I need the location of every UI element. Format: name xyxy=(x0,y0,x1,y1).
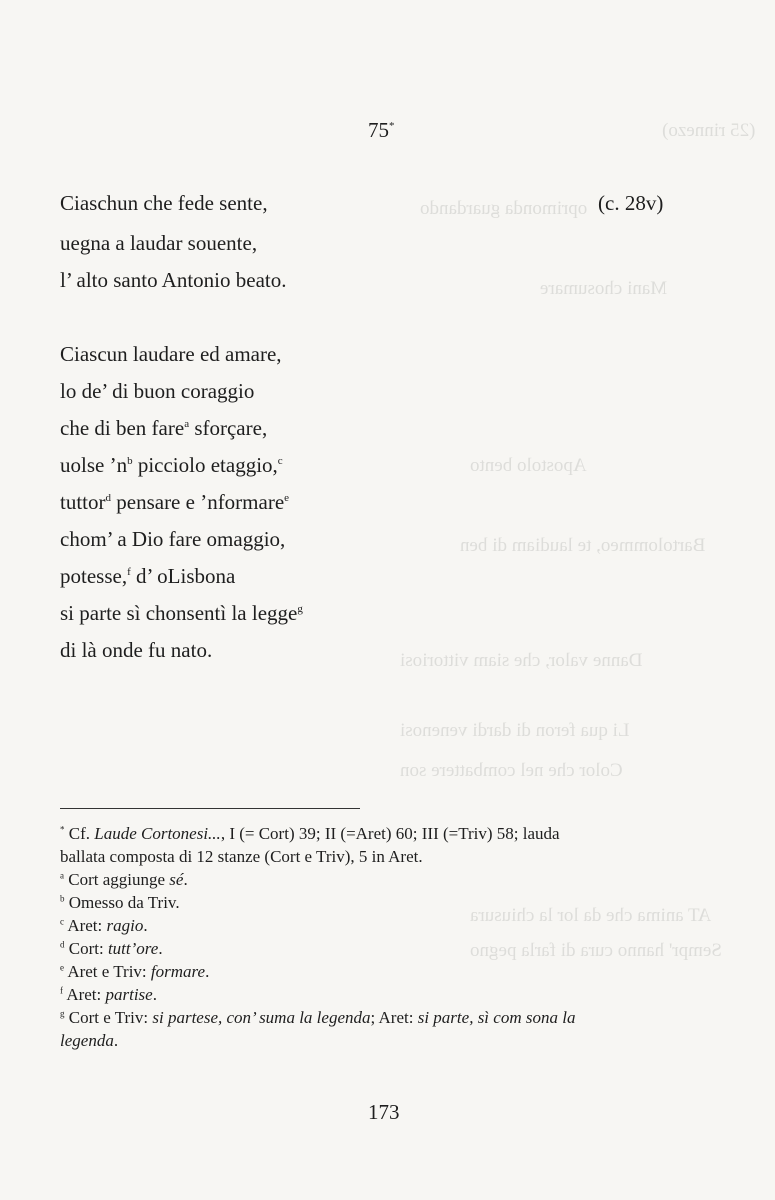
page-number-bottom: 173 xyxy=(368,1100,400,1124)
page-number-value: 75 xyxy=(368,118,389,142)
folio-reference: (c. 28v) xyxy=(598,191,664,215)
footnote-mark: f xyxy=(127,566,131,578)
poem-line: tuttor$^d$ pensare e ’nformare$^e$ xyxy=(60,490,290,514)
poem-line: di là onde fu nato. xyxy=(60,638,213,662)
footnote-mark: d xyxy=(105,492,111,504)
poem-line: lo de’ di buon coraggio xyxy=(60,379,255,403)
bleed-through-text: Bartolommeo, te laudiam di ben xyxy=(460,535,706,556)
footnote-c: $^c$ Aret: ragio. xyxy=(60,916,148,935)
footnote-g-continued: legenda. xyxy=(60,1031,119,1050)
poem-line: uegna a laudar souente, xyxy=(60,231,258,255)
footnote-a: $^a$ Cort aggiunge sé. xyxy=(60,870,188,889)
footnote-d: $^d$ Cort: tutt’ore. xyxy=(60,939,163,958)
bleed-through-text: Li qua feron di dardi venenosi xyxy=(400,720,630,741)
footnote-mark: a xyxy=(184,418,190,430)
page-number-footnote-mark: * xyxy=(389,120,395,132)
bleed-through-text: Color che nel combattere son xyxy=(400,760,623,781)
footnote-mark: g xyxy=(297,603,303,615)
bleed-through-text: AT anima che da lor la chiusura xyxy=(470,905,712,926)
bleed-through-text: Apostolo bento xyxy=(470,455,587,476)
footnote-f: $^f$ Aret: partise. xyxy=(60,985,157,1004)
footnote-g: $^g$ Cort e Triv: si partese, con’ suma la legenda; Aret: si parte, sì com sona la xyxy=(60,1008,576,1027)
poem-line: chom’ a Dio fare omaggio, xyxy=(60,527,286,551)
bleed-through-text: Mani chosumare xyxy=(540,278,668,299)
footnote-mark: e xyxy=(284,492,290,504)
footnote-b: $^b$ Omesso da Triv. xyxy=(60,893,180,912)
bleed-through-text: Sempr' hanno cura di farla pegno xyxy=(470,940,722,961)
poem-line: che di ben fare$^a$ sforçare, xyxy=(60,416,268,440)
poem-line: uolse $’n^b$ picciolo etaggio,$^c$ xyxy=(60,453,283,477)
footnote-star-continued: ballata composta di 12 stanze (Cort e Triv), 5 in Aret. xyxy=(60,847,423,866)
footnote-star: * Cf. Laude Cortonesi..., I (= Cort) 39; II (=Aret) 60; III (=Triv) 58; lauda xyxy=(60,824,560,843)
poem-line: Ciascun laudare ed amare, xyxy=(60,342,282,366)
footnote-e: $^e$ Aret e Triv: formare. xyxy=(60,962,210,981)
footnote-mark: c xyxy=(277,455,283,467)
bleed-through-text: oprimonda guardando xyxy=(420,198,588,219)
poem-line: potesse,$^f$ d’ oLisbona xyxy=(60,564,236,588)
page-number-top xyxy=(368,118,395,143)
poem-line: l’ alto santo Antonio beato. xyxy=(60,268,287,292)
poem-line: si parte sì chonsentì la legge$^g$ xyxy=(60,601,303,625)
footnote-separator xyxy=(60,808,360,809)
bleed-through-text: (25 rinnezo) xyxy=(661,120,755,141)
footnote-mark: b xyxy=(127,455,133,467)
poem-line: Ciaschun che fede sente, xyxy=(60,191,268,215)
bleed-through-text: Danne valor, che siam vittoriosi xyxy=(400,650,643,671)
